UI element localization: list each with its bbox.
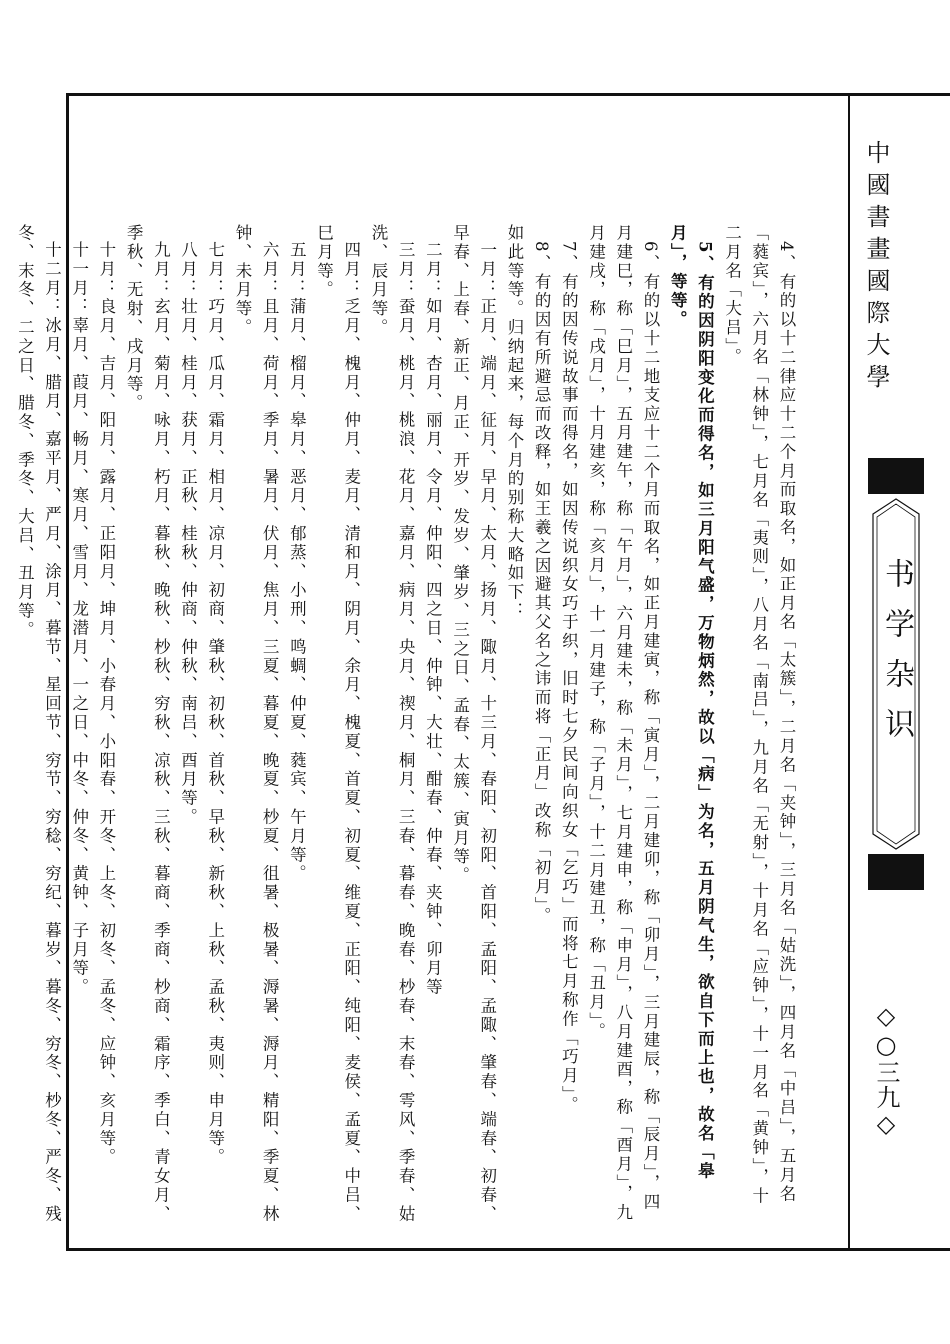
summary-line: 如此等等。归纳起来，每个月的别称大略如下： <box>504 224 524 621</box>
month-2: 二月：如月、杏月、丽月、令月、仲阳、四之日、仲钟、大壮、酣春、仲春、夹钟、卯月等 <box>423 240 443 997</box>
month-5: 五月：蒲月、榴月、皋月、恶月、郁蒸、小刑、鸣蜩、仲夏、蕤宾、午月等。 <box>287 240 307 884</box>
month-1: 一月：正月、端月、征月、早月、太月、扬月、陬月、十三月、春阳、初阳、首阳、孟阳、孟陬、肇春、端春、初春、早春、上春、新正、月正、开岁、发岁、肇岁、三之日、孟春、太簇、寅月等。 <box>450 224 497 1224</box>
month-9: 九月：玄月、菊月、咏月、朽月、暮秋、晚秋、杪秋、穷秋、凉秋、三秋、暮商、季商、杪商、霜序、季白、青女月、季秋、无射、戌月等。 <box>124 224 171 1224</box>
paragraph-8: 8、有的因有所避忌而改释，如王羲之因避其父名之讳而将「正月」改称「初月」。 <box>532 240 552 926</box>
paragraph-6: 6、有的以十二地支应十二个月而取名，如正月建寅，称「寅月」，二月建卯，称「卯月」，三月建辰，称「辰月」，四月建巳，称「巳月」，五月建午，称「午月」，六月建未，称「未月」，七月建申，称「申月」，八月建酉，称「酉月」，九月建戌，称「戌月」，十月建亥，称「亥月」，十一月建子，称「子月」，十二月建丑，称「丑月」。 <box>586 224 660 1223</box>
month-12: 十二月：冰月、腊月、嘉平月、严月、涂月、暮节、星回节、穷节、穷稔、穷纪、暮岁、暮冬、穷冬、杪冬、严冬、残冬、末冬、二之日、腊冬、季冬、大吕、丑月等。 <box>15 224 62 1224</box>
cartouche-top-bar <box>868 458 924 494</box>
paragraph-5: 5、有的因阴阳变化而得名，如三月阳气盛，万物炳然，故以「病」为名，五月阴气生，欲自下而上也，故名「皋月」，等等。 <box>668 224 715 1181</box>
month-4: 四月：乏月、槐月、仲月、麦月、清和月、阴月、余月、槐夏、首夏、初夏、维夏、正阳、纯阳、麦侯、孟夏、中吕、巳月等。 <box>314 224 361 1224</box>
publication-header: 中國書畫國際大學 <box>862 140 890 396</box>
page-number: ◇○三九◇ <box>872 1002 900 1139</box>
month-11: 十一月：辜月、葭月、畅月、寒月、雪月、龙潜月、一之日、中冬、仲冬、黄钟、子月等。 <box>69 240 89 997</box>
paragraph-7: 7、有的因传说故事而得名，如因传说织女巧于织，旧时七夕民间向织女「乞巧」而将七月称作「巧月」。 <box>559 240 579 1115</box>
month-7: 七月：巧月、瓜月、霜月、相月、凉月、初商、肇秋、初秋、首秋、早秋、新秋、上秋、孟秋、夷则、申月等。 <box>205 240 225 1167</box>
month-6: 六月：且月、荷月、季月、暑月、伏月、焦月、三夏、暮夏、晚夏、杪夏、徂暑、极暑、溽暑、溽月、精阳、季夏、林钟、未月等。 <box>232 224 280 1224</box>
column-divider <box>848 95 850 1251</box>
paragraph-4: 4、有的以十二律应十二个月而取名，如正月名「太簇」，二月名「夹钟」，三月名「姑洗」，四月名「中吕」，五月名「蕤宾」，六月名「林钟」，七月名「夷则」，八月名「南吕」，九月名「无射」，十月名「应钟」，十一月名「黄钟」，十二月名「大吕」。 <box>722 224 796 1206</box>
cartouche-bottom-bar <box>868 854 924 890</box>
month-8: 八月：壮月、桂月、获月、正秋、桂秋、仲商、仲秋、南吕、酉月等。 <box>178 240 198 827</box>
body-text <box>15 224 800 1224</box>
section-cartouche <box>868 458 924 890</box>
month-3: 三月：蚕月、桃月、桃浪、花月、嘉月、病月、央月、禊月、桐月、三春、暮春、晚春、杪春、末春、雩风、季春、姑洗、辰月等。 <box>368 224 416 1224</box>
section-title: 书学杂识 <box>879 558 914 758</box>
month-10: 十月：良月、吉月、阳月、露月、正阳月、坤月、小春月、小阳春、开冬、上冬、初冬、孟冬、应钟、亥月等。 <box>96 240 116 1167</box>
